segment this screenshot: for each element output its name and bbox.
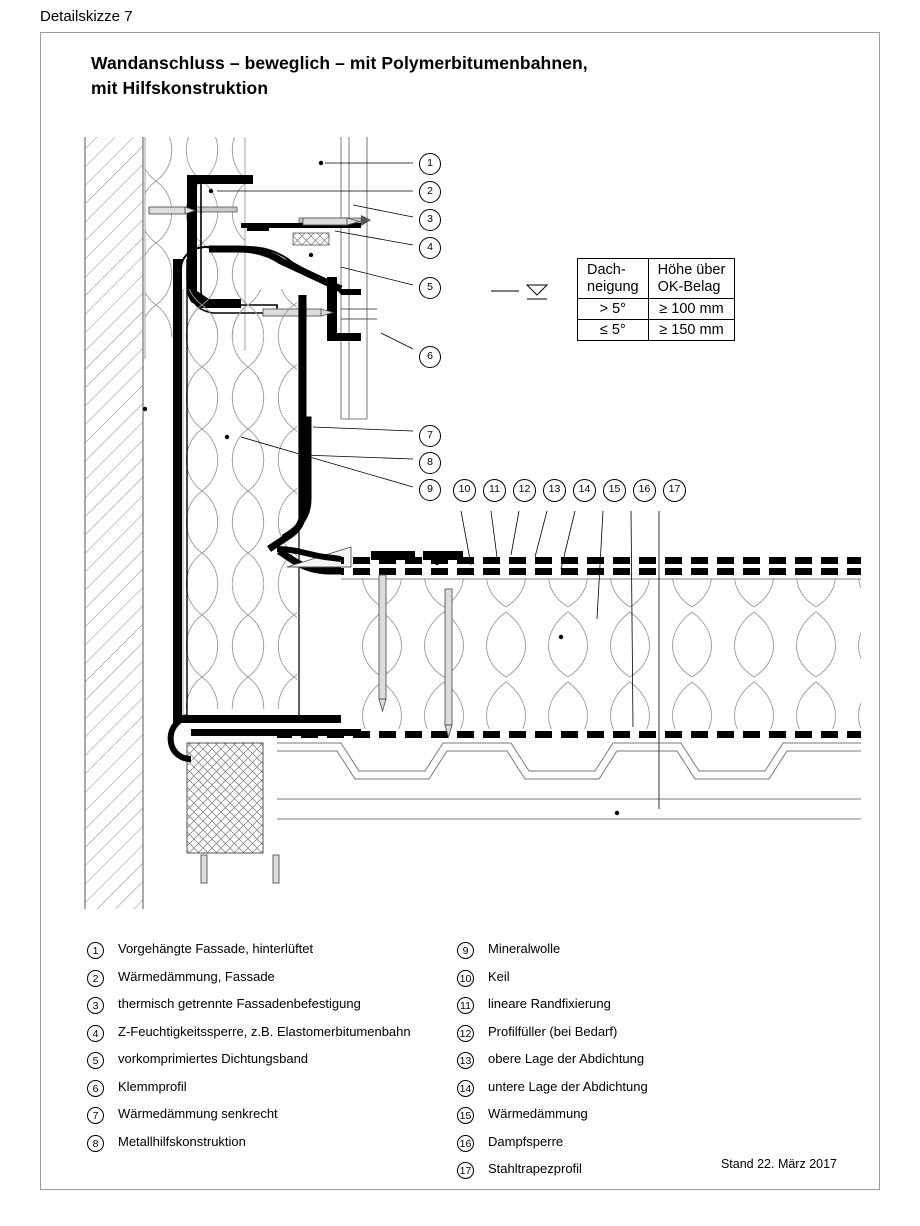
list-item bbox=[87, 1024, 447, 1042]
callout-4: 4 bbox=[419, 237, 441, 259]
legend-label: untere Lage der Abdichtung bbox=[488, 1078, 648, 1094]
list-item bbox=[457, 969, 837, 987]
legend-number: 6 bbox=[87, 1080, 104, 1097]
roof-insulation bbox=[341, 579, 861, 729]
list-item bbox=[87, 969, 447, 987]
legend-number: 16 bbox=[457, 1135, 474, 1152]
table-cell-slope-1: > 5° bbox=[578, 299, 649, 320]
legend-label: Metallhilfskonstruktion bbox=[118, 1133, 246, 1149]
table-cell-height-2: ≥ 150 mm bbox=[648, 320, 735, 341]
callout-10: 10 bbox=[453, 479, 476, 502]
roof-fastener-2 bbox=[445, 589, 452, 737]
list-item bbox=[87, 996, 447, 1014]
list-item bbox=[87, 941, 447, 959]
table-cell-height-1: ≥ 100 mm bbox=[648, 299, 735, 320]
legend-number: 15 bbox=[457, 1107, 474, 1124]
legend-label: Wärmedämmung senkrecht bbox=[118, 1106, 278, 1121]
callout-2: 2 bbox=[419, 181, 441, 203]
callout-11: 11 bbox=[483, 479, 506, 502]
callout-3: 3 bbox=[419, 209, 441, 231]
list-item bbox=[87, 1134, 447, 1152]
detail-sheet bbox=[40, 32, 880, 1190]
legend-label: obere Lage der Abdichtung bbox=[488, 1051, 645, 1066]
wall-structure bbox=[85, 137, 143, 909]
water-level-symbol bbox=[491, 285, 547, 299]
legend-column-right bbox=[457, 941, 837, 1189]
legend-number: 5 bbox=[87, 1052, 104, 1069]
list-item bbox=[457, 1051, 837, 1069]
legend-number: 14 bbox=[457, 1080, 474, 1097]
table-row bbox=[578, 299, 735, 320]
legend-number: 17 bbox=[457, 1162, 474, 1179]
screw-upper-1 bbox=[149, 207, 195, 214]
legend-label: thermisch getrennte Fassadenbefestigung bbox=[118, 996, 361, 1011]
legend-label: Stahltrapezprofil bbox=[488, 1161, 582, 1176]
legend-label: Mineralwolle bbox=[488, 941, 561, 956]
list-item bbox=[457, 941, 837, 959]
callout-14: 14 bbox=[573, 479, 596, 502]
page-title bbox=[91, 51, 588, 102]
legend-number: 9 bbox=[457, 942, 474, 959]
legend-label: vorkomprimiertes Dichtungsband bbox=[118, 1051, 309, 1066]
table-header-slope: Dach- neigung bbox=[578, 259, 649, 299]
list-item bbox=[87, 1106, 447, 1124]
list-item bbox=[87, 1079, 447, 1097]
legend-label: Klemmprofil bbox=[118, 1078, 187, 1094]
legend-number: 11 bbox=[457, 997, 474, 1014]
list-item bbox=[457, 1134, 837, 1152]
callout-5: 5 bbox=[419, 277, 441, 299]
sketch-label: Detailskizze 7 bbox=[40, 8, 133, 25]
callout-9: 9 bbox=[419, 479, 441, 501]
callout-6: 6 bbox=[419, 346, 441, 368]
legend-label: Wärmedämmung, Fassade bbox=[118, 968, 275, 984]
list-item bbox=[457, 1024, 837, 1042]
legend-column-left bbox=[87, 941, 447, 1161]
table-cell-slope-2: ≤ 5° bbox=[578, 320, 649, 341]
list-item bbox=[457, 1079, 837, 1097]
legend-label: Vorgehängte Fassade, hinterlüftet bbox=[118, 941, 314, 956]
legend-number: 1 bbox=[87, 942, 104, 959]
page-title-line1: Wandanschluss – beweglich – mit Polymerbitumenbahnen, bbox=[91, 53, 588, 73]
steel-trapezoidal-deck bbox=[277, 743, 861, 819]
legend-label: Wärmedämmung bbox=[488, 1106, 588, 1121]
legend-label: lineare Randfixierung bbox=[488, 996, 611, 1011]
clamp-profile bbox=[327, 277, 377, 341]
callout-7: 7 bbox=[419, 425, 441, 447]
callout-12: 12 bbox=[513, 479, 536, 502]
vertical-insulation bbox=[183, 289, 297, 719]
page-title-line2: mit Hilfskonstruktion bbox=[91, 78, 269, 99]
legend-number: 7 bbox=[87, 1107, 104, 1124]
screw-upper-2 bbox=[303, 218, 359, 225]
wall-fastener-lower bbox=[201, 855, 279, 883]
legend-number: 2 bbox=[87, 970, 104, 987]
lower-support-block bbox=[187, 743, 263, 853]
callout-15: 15 bbox=[603, 479, 626, 502]
list-item bbox=[457, 996, 837, 1014]
list-item bbox=[87, 1051, 447, 1069]
roof-fastener-1 bbox=[379, 575, 386, 711]
status-date: Stand 22. März 2017 bbox=[720, 1157, 837, 1171]
vapour-barrier bbox=[277, 731, 861, 738]
callout-8: 8 bbox=[419, 452, 441, 474]
legend-label: Keil bbox=[488, 968, 510, 984]
compression-sealing-tape bbox=[293, 233, 329, 245]
table-header-row bbox=[578, 259, 735, 299]
facade-cladding bbox=[341, 137, 367, 419]
roof-waterproofing-upper bbox=[277, 549, 861, 575]
callout-17: 17 bbox=[663, 479, 686, 502]
legend-label: Z-Feuchtigkeitssperre, z.B. Elastomerbitumenbahn bbox=[118, 1023, 411, 1039]
legend-number: 13 bbox=[457, 1052, 474, 1069]
legend-number: 10 bbox=[457, 970, 474, 987]
legend-number: 3 bbox=[87, 997, 104, 1014]
legend-label: Dampfsperre bbox=[488, 1133, 564, 1149]
table-header-height: Höhe über OK-Belag bbox=[648, 259, 735, 299]
legend-number: 8 bbox=[87, 1135, 104, 1152]
callout-16: 16 bbox=[633, 479, 656, 502]
legend-label: Profilfüller (bei Bedarf) bbox=[488, 1023, 618, 1039]
legend-number: 4 bbox=[87, 1025, 104, 1042]
detail-drawing bbox=[41, 119, 881, 909]
callout-13: 13 bbox=[543, 479, 566, 502]
callout-1: 1 bbox=[419, 153, 441, 175]
legend-number: 12 bbox=[457, 1025, 474, 1042]
table-row bbox=[578, 320, 735, 341]
slope-height-table bbox=[577, 258, 735, 341]
list-item bbox=[457, 1106, 837, 1124]
